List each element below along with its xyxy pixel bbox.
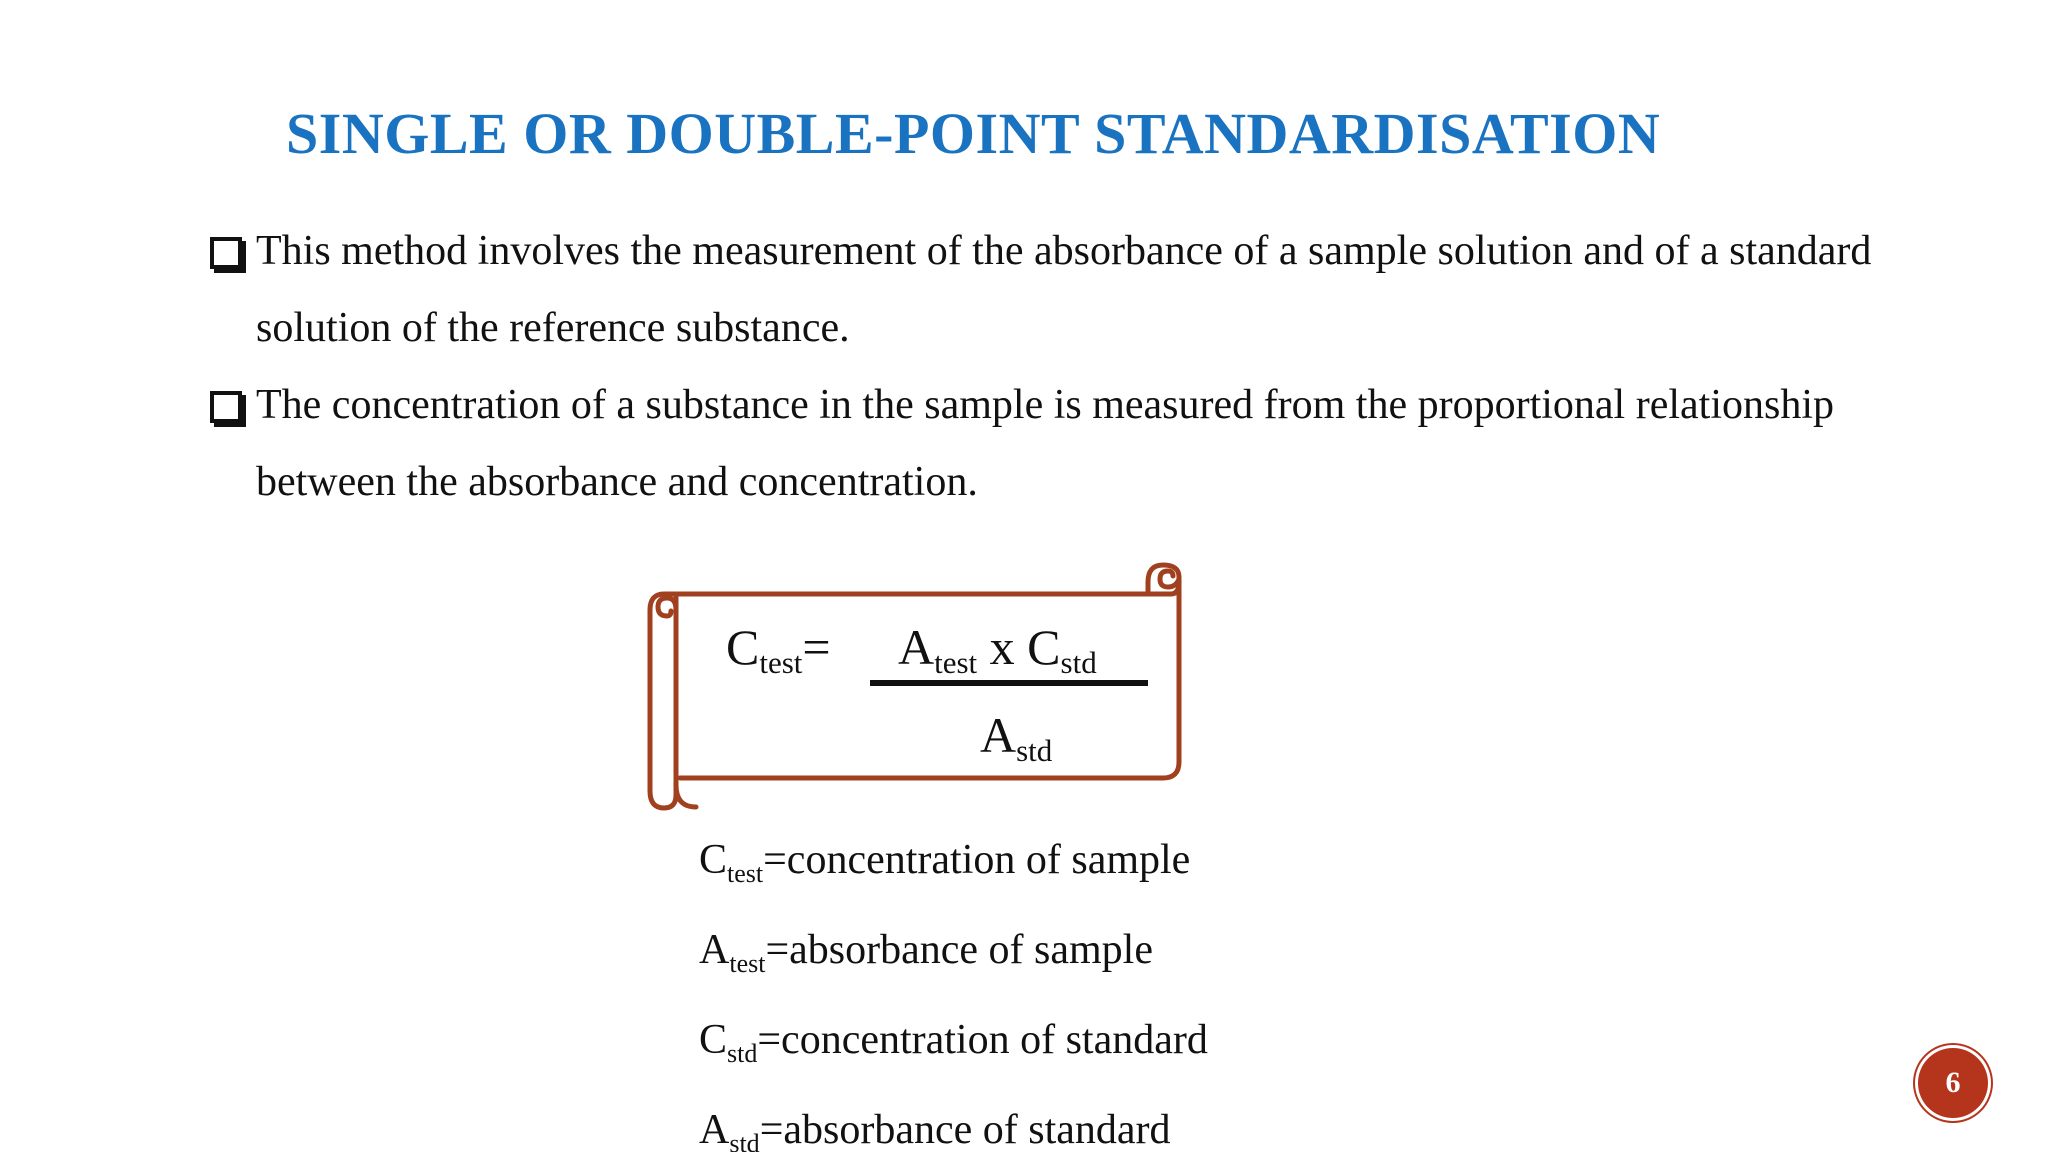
formula-lhs: $C_{test}=$ [726, 619, 831, 680]
definitions-list [699, 822, 1208, 1152]
page-number-badge: 6 [1918, 1048, 1988, 1118]
bullet-text: This method involves the measurement of the absorbance of a sample solution and of a standard solution of the reference substance. [256, 228, 1872, 351]
definition-item: $A_{std}=absorbance$ of standard [699, 1107, 1171, 1152]
bullet-item [210, 213, 1930, 367]
definition-item: $C_{std}=concentration$ of standard [699, 1017, 1208, 1068]
fraction-bar [870, 680, 1148, 686]
definition-item: $C_{test}=concentration$ of sample [699, 837, 1191, 888]
scroll-frame-icon [640, 555, 1190, 825]
formula-numerator: $A_{test}$ x $C_{std}$ [898, 619, 1097, 680]
checkbox-bullet-icon [210, 237, 242, 269]
bullet-item [210, 367, 1930, 521]
definition-item: $A_{test}=absorbance$ of sample [699, 927, 1153, 978]
checkbox-bullet-icon [210, 391, 242, 423]
bullet-text: The concentration of a substance in the sample is measured from the proportional relationship between the absorbance and concentration. [256, 382, 1835, 505]
formula-denominator: $A_{std}$ [980, 707, 1053, 768]
slide-title: SINGLE OR DOUBLE-POINT STANDARDISATION [286, 101, 1661, 166]
